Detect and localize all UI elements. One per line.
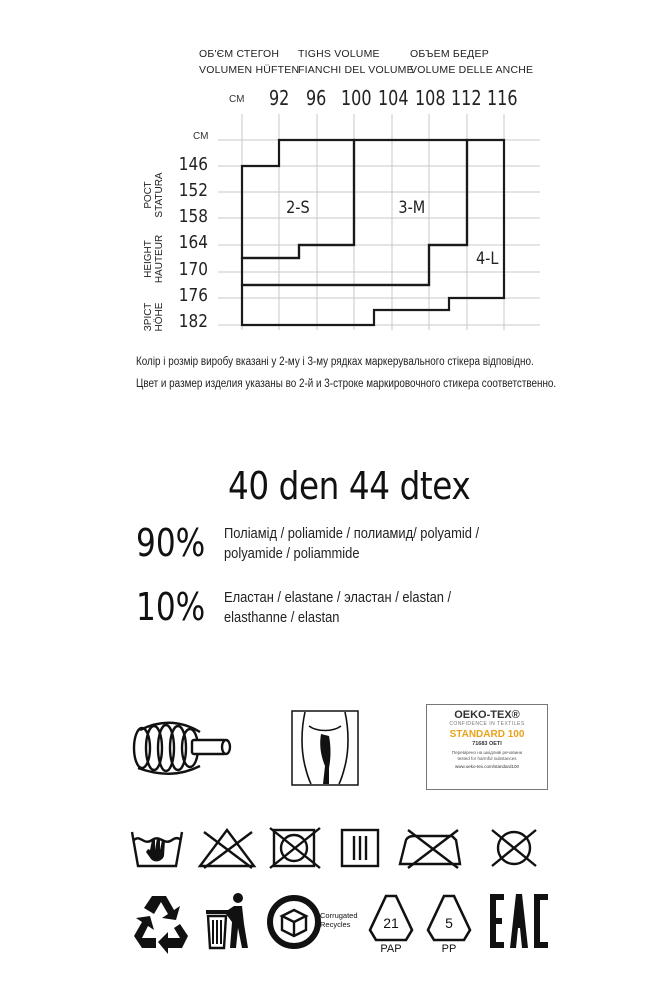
oeko-tex-title: OEKO-TEX®	[454, 709, 520, 721]
no-iron-icon	[396, 826, 472, 870]
header-line: TIGHS VOLUME	[298, 48, 380, 60]
composition-materials-elastane	[224, 588, 451, 628]
material-line: Поліамід / poliamide / полиамид/ polyamid /	[224, 525, 480, 542]
hip-size-104: 104	[378, 86, 409, 110]
label-line: STATURA	[154, 172, 165, 218]
pap-label: PAP	[380, 943, 402, 955]
zone-3m-label: 3-M	[398, 198, 426, 218]
pap-number: 21	[383, 915, 399, 931]
label-line: РОСТ	[143, 181, 154, 209]
hand-wash-icon	[130, 826, 190, 870]
material-line: Еластан / elastane / эластан / elastan /	[224, 589, 452, 606]
hip-size-112: 112	[451, 86, 482, 110]
height-182: 182	[178, 311, 208, 332]
size-grid	[0, 0, 660, 360]
oeko-tex-tagline: CONFIDENCE IN TEXTILES	[449, 721, 525, 727]
oeko-tex-url: www.oeko-tex.com/standard100	[454, 764, 520, 769]
no-dry-clean-icon	[486, 826, 542, 870]
corrugated-label-2: Recycles	[320, 920, 351, 929]
pp-label: PP	[441, 943, 457, 955]
corrugated-label-1: Corrugated	[320, 911, 358, 920]
zone-2s-label: 2-S	[286, 198, 310, 218]
hip-size-96: 96	[306, 86, 327, 110]
material-line: polyamide / poliammide	[224, 545, 360, 562]
line-dry-icon	[338, 826, 384, 870]
size-note-ua: Колір і розмір виробу вказані у 2-му і 3-му рядках маркерувального стікера відповідно.	[136, 356, 534, 368]
header-line: ОБЪЕМ БЕДЕР	[410, 48, 489, 60]
height-unit: СМ	[193, 131, 209, 142]
height-176: 176	[178, 285, 208, 306]
label-line: HEIGHT	[143, 240, 154, 278]
header-line: VOLUMEN HÜFTEN	[199, 64, 300, 76]
dispose-bin-icon	[204, 892, 250, 952]
header-line: VOLUME DELLE ANCHE	[410, 64, 534, 76]
height-152: 152	[178, 180, 208, 201]
hip-unit: СМ	[229, 94, 245, 105]
pp-number: 5	[445, 915, 453, 931]
height-146: 146	[178, 154, 208, 175]
label-line: HAUTEUR	[154, 234, 165, 284]
size-note-ru: Цвет и размер изделия указаны во 2-й и 3-строке маркировочного стикера соответственно.	[136, 378, 557, 390]
material-line: elasthanne / elastan	[224, 609, 340, 626]
tested-line: tested for harmful substances	[457, 756, 517, 761]
height-158: 158	[178, 206, 208, 227]
height-170: 170	[178, 259, 208, 280]
oeko-tex-standard: STANDARD 100	[449, 729, 525, 740]
no-tumble-dry-icon	[264, 826, 326, 870]
header-line: ОБ'ЄМ СТЕГОН	[199, 48, 280, 60]
tested-line: Перевірено на шкідливі речовини	[451, 750, 523, 755]
recycle-icon	[130, 892, 192, 952]
tights-icon	[291, 710, 359, 786]
pp-5-icon	[424, 890, 474, 954]
eac-mark-icon	[488, 892, 550, 950]
hip-size-116: 116	[487, 86, 518, 110]
oeko-tex-label	[426, 704, 548, 790]
density-value: 40 den 44 dtex	[228, 464, 471, 508]
oeko-tex-code: 71683 OETI	[472, 741, 502, 747]
rope-roll-icon	[130, 712, 234, 784]
pap-21-icon	[366, 890, 416, 954]
hip-size-100: 100	[341, 86, 372, 110]
no-bleach-icon	[196, 826, 258, 870]
label-line: ЗРІСТ	[143, 302, 154, 332]
zone-4l-outline	[242, 140, 504, 325]
composition-percent-elastane: 10%	[136, 585, 206, 629]
zone-4l-label: 4-L	[475, 249, 499, 269]
height-164: 164	[178, 232, 208, 253]
composition-percent-polyamide: 90%	[136, 521, 206, 565]
composition-materials-polyamide	[224, 524, 479, 564]
oeko-tex-tested	[427, 750, 547, 762]
header-line: FIANCHI DEL VOLUME	[298, 64, 414, 76]
corrugated-recycle-icon	[266, 892, 358, 952]
hip-size-92: 92	[269, 86, 290, 110]
hip-size-108: 108	[415, 86, 446, 110]
label-line: HÖHE	[154, 302, 165, 332]
